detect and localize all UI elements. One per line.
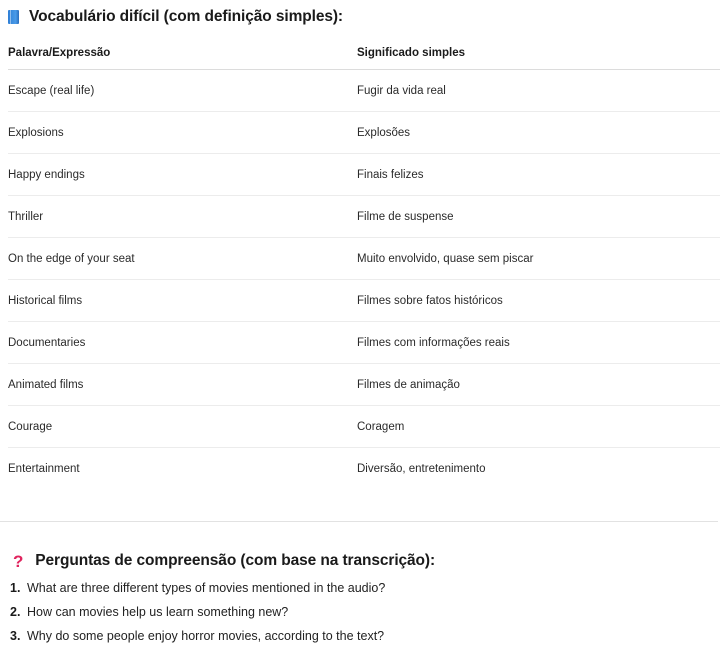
table-row <box>8 406 720 448</box>
vocab-meaning: Finais felizes <box>357 154 720 196</box>
vocab-word: Explosions <box>8 112 357 154</box>
section-divider <box>0 521 718 522</box>
table-row <box>8 364 720 406</box>
vocab-meaning: Explosões <box>357 112 720 154</box>
question-number: 1. <box>10 581 21 595</box>
list-item <box>10 600 385 624</box>
question-mark-icon: ? <box>13 551 24 571</box>
vocab-meaning: Coragem <box>357 406 720 448</box>
table-row <box>8 112 720 154</box>
table-row <box>8 70 720 112</box>
list-item <box>10 576 385 600</box>
vocab-table-header-row <box>8 37 720 70</box>
vocab-meaning: Filmes com informações reais <box>357 322 720 364</box>
vocab-word: On the edge of your seat <box>8 238 357 280</box>
vocab-meaning: Filmes de animação <box>357 364 720 406</box>
question-number: 2. <box>10 605 21 619</box>
table-row <box>8 322 720 364</box>
table-row <box>8 280 720 322</box>
questions-heading <box>8 552 435 570</box>
vocab-word: Documentaries <box>8 322 357 364</box>
vocab-word: Escape (real life) <box>8 70 357 112</box>
vocab-heading-text: Vocabulário difícil (com definição simples): <box>29 8 343 25</box>
vocab-meaning: Muito envolvido, quase sem piscar <box>357 238 720 280</box>
column-header-meaning: Significado simples <box>357 37 720 70</box>
vocab-meaning: Fugir da vida real <box>357 70 720 112</box>
table-row <box>8 154 720 196</box>
vocab-meaning: Filme de suspense <box>357 196 720 238</box>
vocab-table <box>8 37 720 489</box>
list-item <box>10 624 385 648</box>
column-header-word: Palavra/Expressão <box>8 37 357 70</box>
vocab-word: Entertainment <box>8 462 80 475</box>
table-row <box>8 196 720 238</box>
vocab-word: Animated films <box>8 364 357 406</box>
vocab-heading <box>8 8 343 26</box>
blue-book-icon <box>8 10 19 24</box>
vocab-meaning: Diversão, entretenimento <box>357 462 486 475</box>
vocab-word: Happy endings <box>8 154 357 196</box>
table-row <box>8 238 720 280</box>
question-text: Why do some people enjoy horror movies, according to the text? <box>27 629 385 643</box>
vocab-word: Historical films <box>8 280 357 322</box>
questions-list <box>10 576 385 648</box>
question-text: How can movies help us learn something new? <box>27 605 289 619</box>
question-text: What are three different types of movies mentioned in the audio? <box>27 581 386 595</box>
table-row <box>8 448 720 490</box>
vocab-word: Courage <box>8 406 357 448</box>
questions-heading-text: Perguntas de compreensão (com base na transcrição): <box>35 552 436 569</box>
question-number: 3. <box>10 629 21 643</box>
vocab-word: Thriller <box>8 196 357 238</box>
vocab-meaning: Filmes sobre fatos históricos <box>357 280 720 322</box>
